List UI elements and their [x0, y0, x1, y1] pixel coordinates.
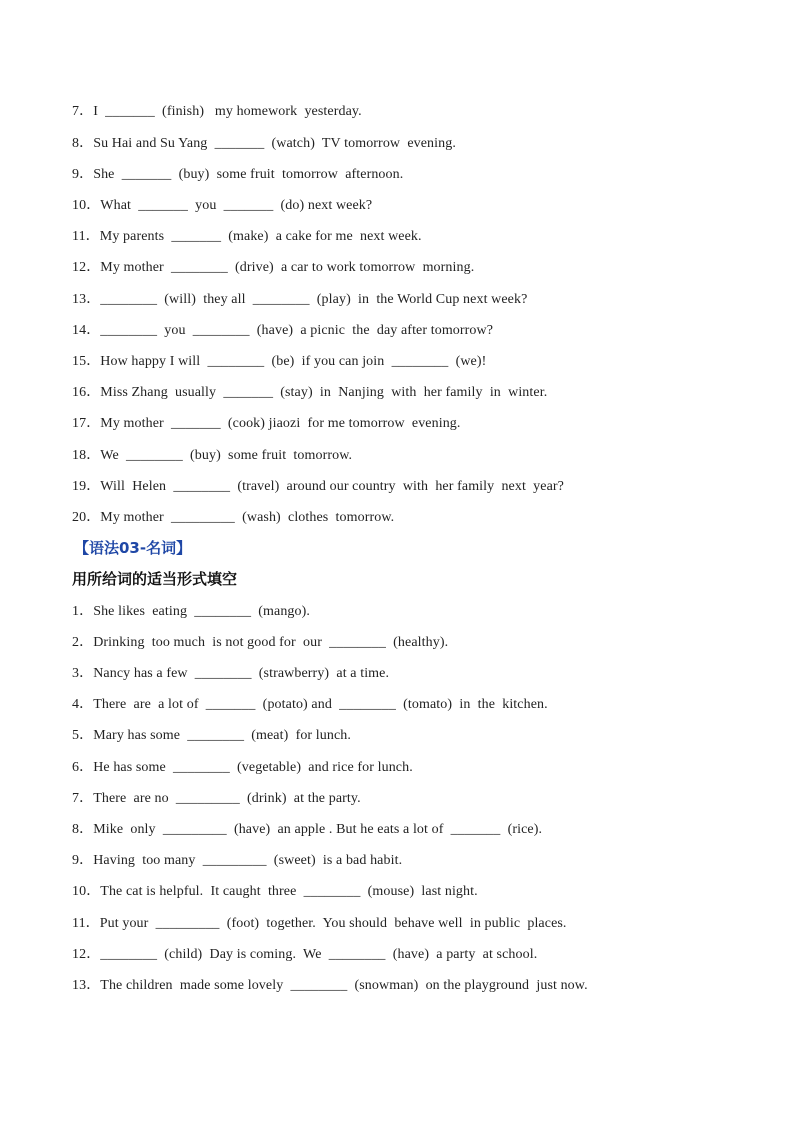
- exercise-item: 16．Miss Zhang usually _______ (stay) in Nanjing with her family in winter.: [72, 385, 548, 400]
- exercise-item: 11．Put your _________ (foot) together. You should behave well in public places.: [72, 916, 567, 931]
- exercise-item: 5．Mary has some ________ (meat) for lunch.: [72, 728, 351, 743]
- exercise-item: 7．There are no _________ (drink) at the party.: [72, 791, 361, 806]
- section-instruction: 用所给词的适当形式填空: [72, 570, 238, 588]
- exercise-item: 20．My mother _________ (wash) clothes tomorrow.: [72, 510, 395, 525]
- exercise-item: 18．We ________ (buy) some fruit tomorrow.: [72, 448, 353, 463]
- exercise-item: 19．Will Helen ________ (travel) around our country with her family next year?: [72, 479, 564, 494]
- exercise-item: 3．Nancy has a few ________ (strawberry) at a time.: [72, 666, 390, 681]
- exercise-item: 12．________ (child) Day is coming. We ________ (have) a party at school.: [72, 947, 538, 962]
- exercise-item: 12．My mother ________ (drive) a car to work tomorrow morning.: [72, 260, 475, 275]
- exercise-item: 7．I _______ (finish) my homework yesterday.: [72, 104, 362, 119]
- exercise-item: 9．She _______ (buy) some fruit tomorrow afternoon.: [72, 167, 404, 182]
- exercise-item: 10．The cat is helpful. It caught three ________ (mouse) last night.: [72, 884, 478, 899]
- exercise-item: 9．Having too many _________ (sweet) is a bad habit.: [72, 853, 403, 868]
- section-heading: 【语法03-名词】: [74, 539, 192, 557]
- exercise-item: 8．Su Hai and Su Yang _______ (watch) TV tomorrow evening.: [72, 136, 456, 151]
- exercise-item: 8．Mike only _________ (have) an apple . But he eats a lot of _______ (rice).: [72, 822, 543, 837]
- exercise-item: 2．Drinking too much is not good for our ________ (healthy).: [72, 635, 449, 650]
- exercise-item: 13．The children made some lovely ________ (snowman) on the playground just now.: [72, 978, 588, 993]
- exercise-item: 17．My mother _______ (cook) jiaozi for me tomorrow evening.: [72, 416, 461, 431]
- exercise-item: 4．There are a lot of _______ (potato) and ________ (tomato) in the kitchen.: [72, 697, 548, 712]
- exercise-item: 15．How happy I will ________ (be) if you can join ________ (we)!: [72, 354, 487, 369]
- exercise-item: 14．________ you ________ (have) a picnic the day after tomorrow?: [72, 323, 494, 338]
- exercise-item: 6．He has some ________ (vegetable) and rice for lunch.: [72, 760, 413, 775]
- exercise-item: 11．My parents _______ (make) a cake for me next week.: [72, 229, 422, 244]
- exercise-item: 10．What _______ you _______ (do) next week?: [72, 198, 373, 213]
- exercise-item: 1．She likes eating ________ (mango).: [72, 604, 310, 619]
- exercise-item: 13．________ (will) they all ________ (play) in the World Cup next week?: [72, 292, 528, 307]
